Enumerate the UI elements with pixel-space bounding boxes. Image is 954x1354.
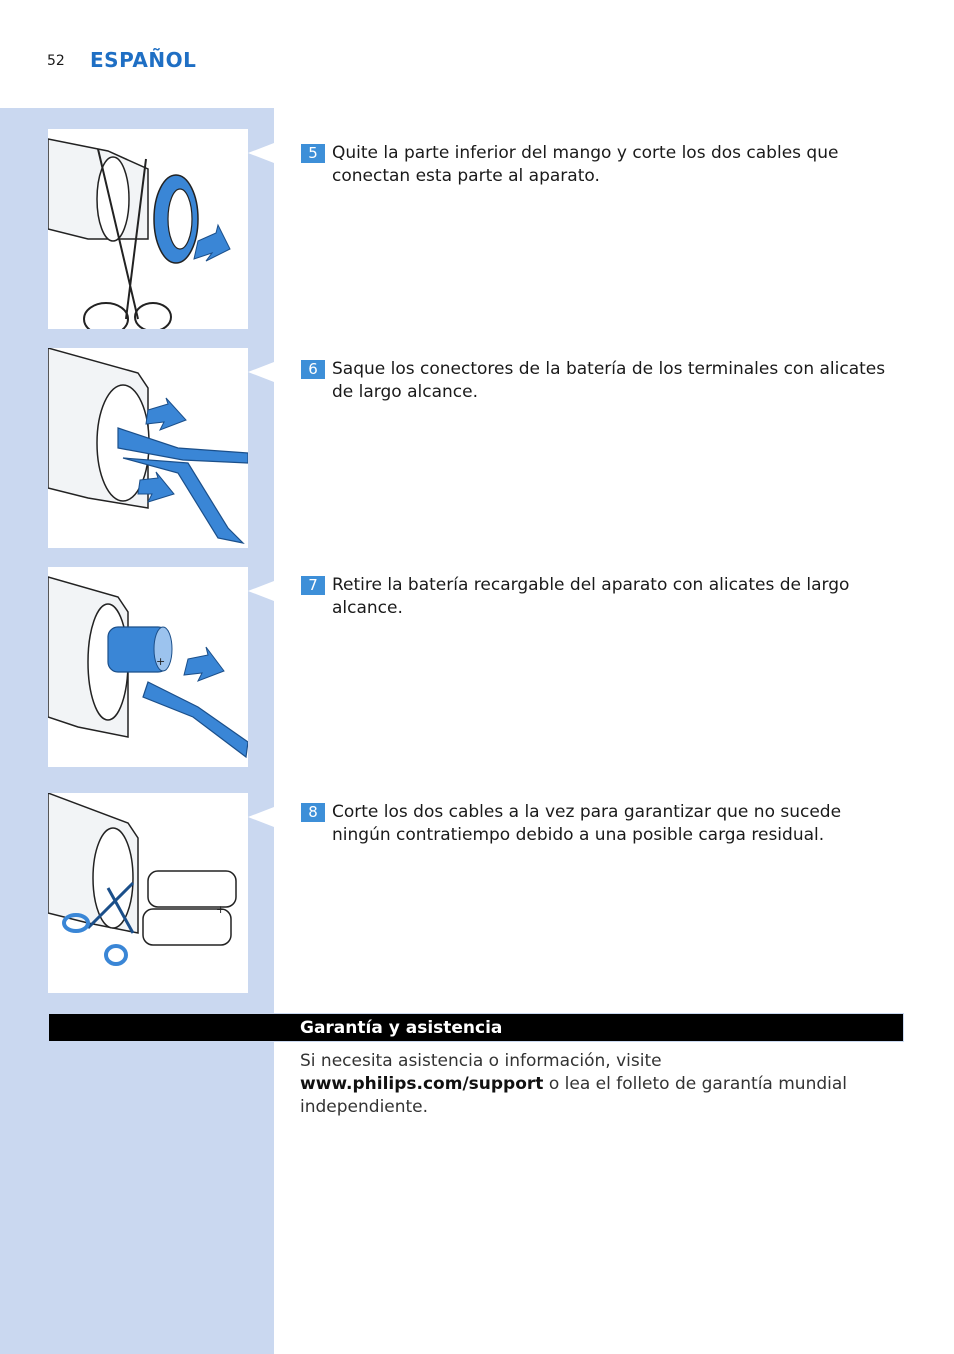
figure-pointer — [248, 143, 274, 163]
svg-text:+: + — [216, 903, 226, 916]
section-title: Garantía y asistencia — [300, 1018, 503, 1038]
figure-pointer — [248, 362, 274, 382]
step-text: Retire la batería recargable del aparato con alicates de largo alcance. — [332, 575, 850, 618]
page-number: 52 — [47, 53, 65, 69]
pliers-remove-battery-illustration — [48, 567, 248, 767]
step-8 — [301, 801, 904, 847]
step-number-badge: 7 — [301, 576, 325, 595]
figure-pointer — [248, 807, 274, 827]
support-paragraph — [300, 1050, 904, 1119]
support-text-before: Si necesita asistencia o información, visite — [300, 1051, 662, 1071]
step-number-badge: 6 — [301, 360, 325, 379]
step-number-badge: 5 — [301, 144, 325, 163]
svg-text:+: + — [156, 655, 166, 668]
step-text: Saque los conectores de la batería de los terminales con alicates de largo alcance. — [332, 359, 886, 402]
step-7 — [301, 574, 904, 620]
support-text-after: o lea el folleto de garantía mundial independiente. — [300, 1074, 847, 1117]
step-text: Corte los dos cables a la vez para garantizar que no sucede ningún contratiempo debido a una posible carga residual. — [332, 802, 842, 845]
section-header — [48, 1013, 904, 1042]
step-number-badge: 8 — [301, 803, 325, 822]
scissors-cut-battery-cables-illustration — [48, 793, 248, 993]
pliers-battery-connectors-illustration — [48, 348, 248, 548]
figure-pointer — [248, 581, 274, 601]
language-title: ESPAÑOL — [90, 48, 197, 72]
step-6 — [301, 358, 904, 404]
support-link[interactable]: www.philips.com/support — [300, 1074, 544, 1094]
step-text: Quite la parte inferior del mango y corte los dos cables que conectan esta parte al aparato. — [332, 143, 839, 186]
step-5 — [301, 142, 904, 188]
scissors-cut-handle-illustration — [48, 129, 248, 329]
